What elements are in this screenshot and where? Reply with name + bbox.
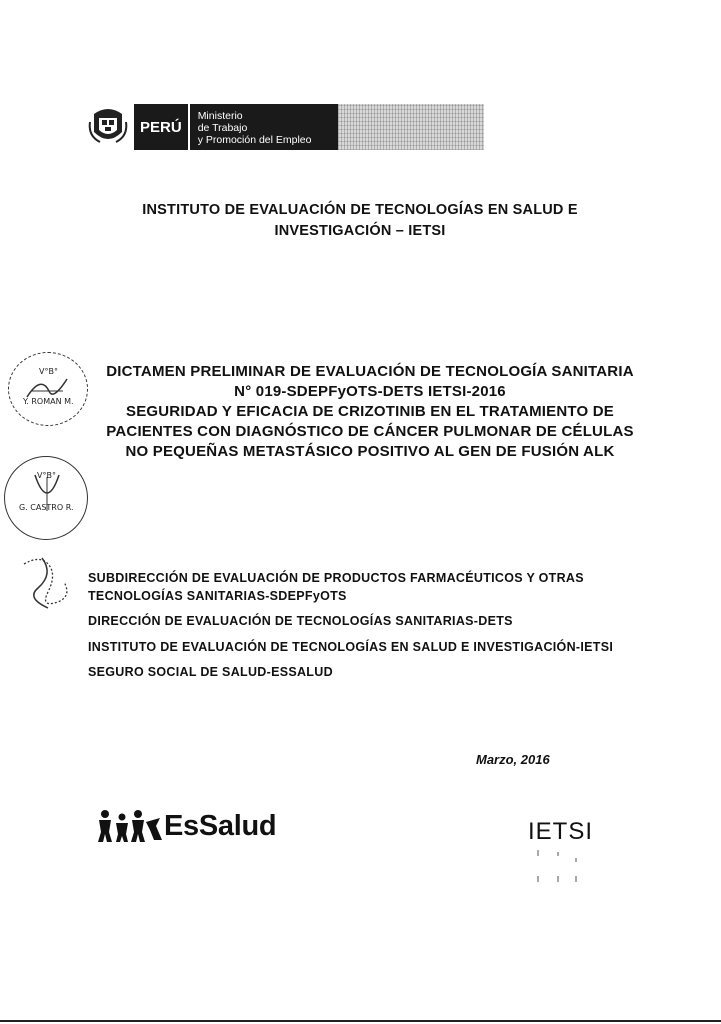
bottom-border (0, 1020, 721, 1022)
department-item: SEGURO SOCIAL DE SALUD-ESSALUD (88, 665, 333, 679)
department-item: DIRECCIÓN DE EVALUACIÓN DE TECNOLOGÍAS SANITARIAS-DETS (88, 614, 513, 628)
scanned-logo-noise (338, 104, 484, 150)
peru-coat-of-arms-icon (88, 102, 128, 150)
handwritten-signature-icon (18, 552, 82, 614)
essalud-wordmark: EsSalud (164, 809, 277, 842)
essalud-logo (96, 808, 276, 844)
approval-stamp-1: V°B° Y. ROMAN M. (8, 352, 88, 426)
departments-list (88, 570, 628, 690)
ministry-label: Ministerio de Trabajo y Promoción del Empleo (190, 104, 338, 150)
government-header (88, 100, 484, 154)
department-item: SUBDIRECCIÓN DE EVALUACIÓN DE PRODUCTOS FARMACÉUTICOS Y OTRAS TECNOLOGÍAS SANITARIAS-SDEPFyOTS (88, 571, 584, 603)
peru-label: PERÚ (134, 104, 190, 150)
department-item: INSTITUTO DE EVALUACIÓN DE TECNOLOGÍAS EN SALUD E INVESTIGACIÓN-IETSI (88, 639, 614, 654)
scan-marks (536, 848, 596, 888)
document-date: Marzo, 2016 (476, 752, 550, 767)
ietsi-logo: IETSI (528, 818, 594, 845)
people-logo-icon (96, 808, 164, 844)
dictamen-title: DICTAMEN PRELIMINAR DE EVALUACIÓN DE TECNOLOGÍA SANITARIA N° 019-SDEPFyOTS-DETS IETSI-2016 SEGURIDAD Y EFICACIA DE CRIZOTINIB EN EL TRATAMIENTO DE PACIENTES CON DIAGNÓSTICO DE CÁNCER PULMONAR DE CÉLULAS NO PEQUEÑAS METASTÁSICO POSITIVO AL GEN DE FUSIÓN ALK (106, 363, 634, 460)
institute-title: INSTITUTO DE EVALUACIÓN DE TECNOLOGÍAS EN SALUD E INVESTIGACIÓN – IETSI (142, 202, 578, 239)
approval-stamp-2: V°B° G. CASTRO R. (4, 456, 88, 540)
